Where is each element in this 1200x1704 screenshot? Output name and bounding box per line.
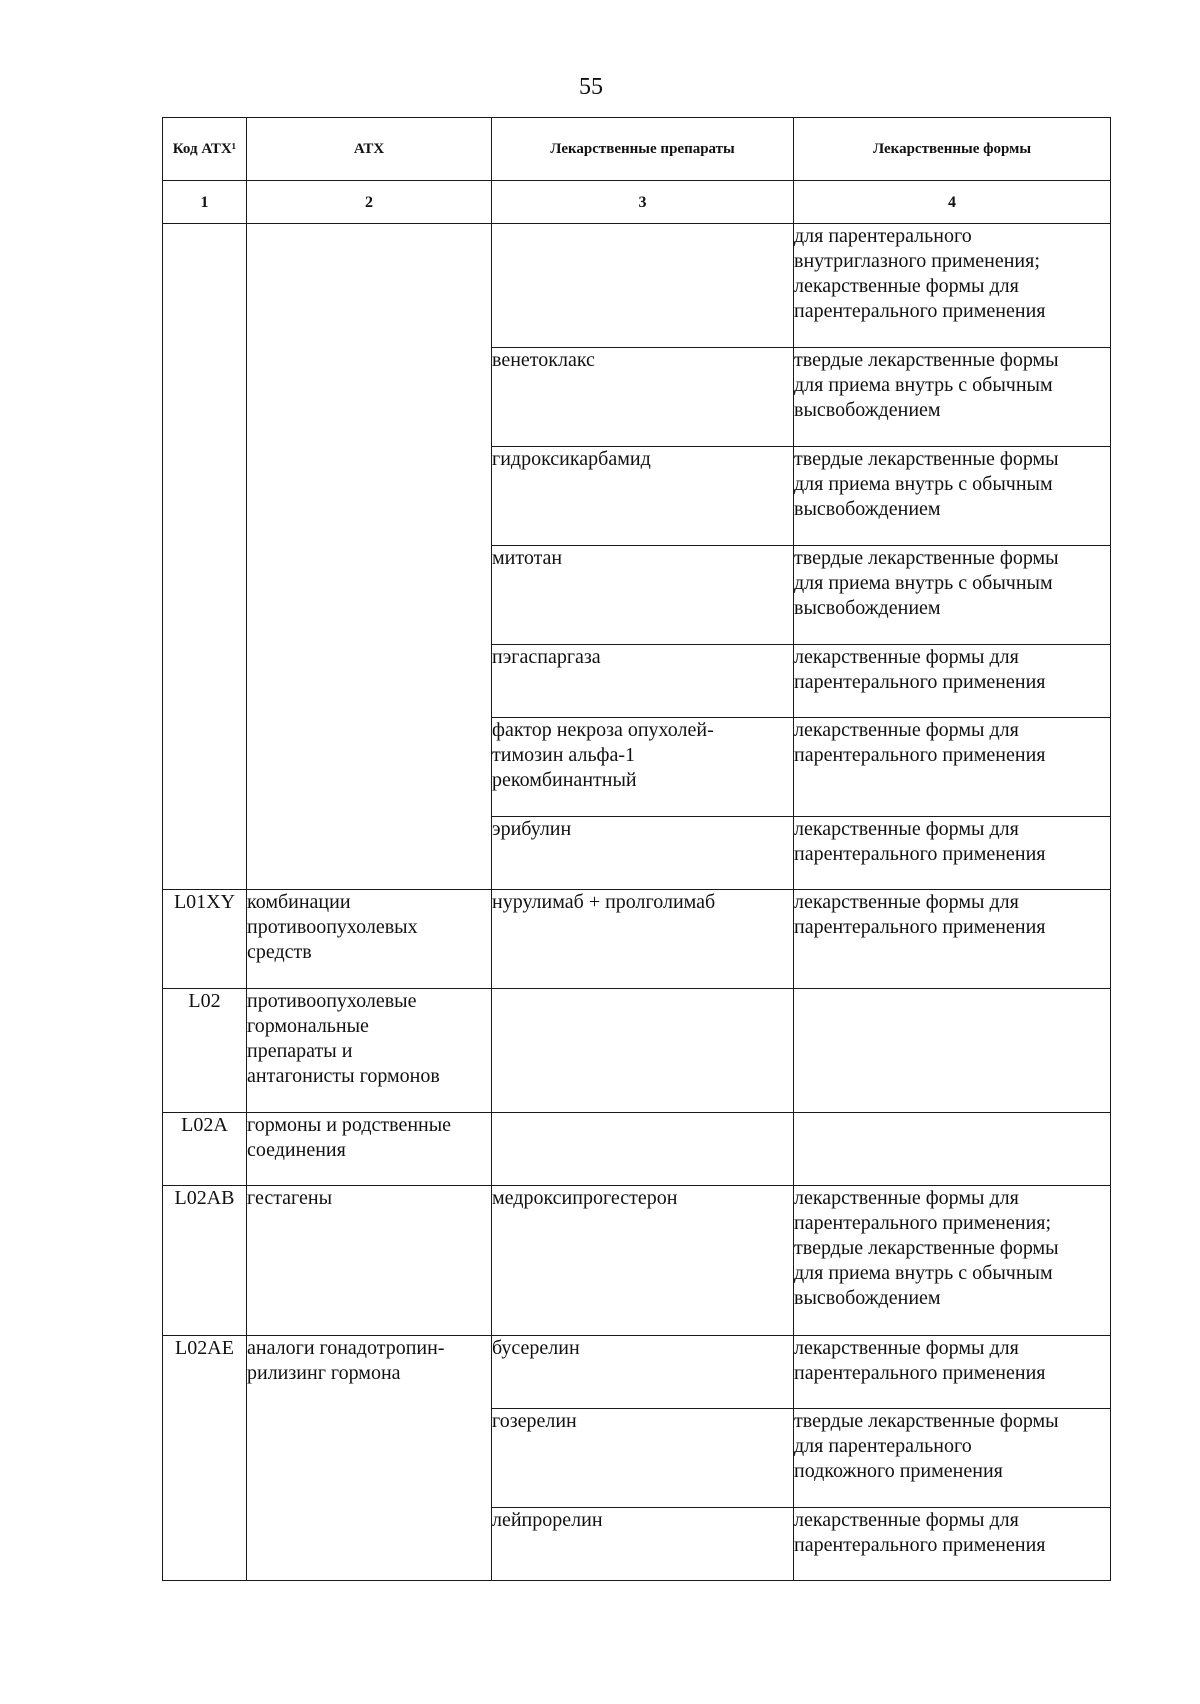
form-cell: лекарственные формы для парентерального применения: [794, 817, 1111, 890]
header-drugs: Лекарственные препараты: [492, 118, 794, 181]
form-cell: лекарственные формы для парентерального применения: [794, 718, 1111, 817]
table-row: [163, 890, 1111, 989]
header-forms: Лекарственные формы: [794, 118, 1111, 181]
page-number-text: 55: [579, 74, 603, 100]
table-row: [163, 1186, 1111, 1336]
atx-name-cell: гестагены: [247, 1186, 492, 1336]
header-atx: АТХ: [247, 118, 492, 181]
column-number: 3: [492, 181, 794, 224]
drug-cell: фактор некроза опухолей- тимозин альфа-1 рекомбинантный: [492, 718, 794, 817]
table-row: [163, 1336, 1111, 1409]
table-row: [163, 224, 1111, 348]
header-row: [163, 118, 1111, 181]
form-cell: [794, 1113, 1111, 1186]
column-number: 2: [247, 181, 492, 224]
atx-code-cell: L02AE: [163, 1336, 247, 1581]
atx-name-cell: противоопухолевые гормональные препараты и антагонисты гормонов: [247, 989, 492, 1113]
drug-cell: митотан: [492, 546, 794, 645]
form-cell: лекарственные формы для парентерального применения: [794, 1336, 1111, 1409]
column-number: 1: [163, 181, 247, 224]
table-row: [163, 989, 1111, 1113]
form-cell: твердые лекарственные формы для приема внутрь с обычным высвобождением: [794, 546, 1111, 645]
form-cell: для парентерального внутриглазного применения; лекарственные формы для парентерального применения: [794, 224, 1111, 348]
drug-cell: [492, 1113, 794, 1186]
atx-code-cell: L01XY: [163, 890, 247, 989]
form-cell: [794, 989, 1111, 1113]
form-cell: лекарственные формы для парентерального применения: [794, 890, 1111, 989]
column-number: 4: [794, 181, 1111, 224]
header-code: Код АТХ¹: [163, 118, 247, 181]
atx-name-cell: аналоги гонадотропин- рилизинг гормона: [247, 1336, 492, 1581]
atx-name-cell: гормоны и родственные соединения: [247, 1113, 492, 1186]
atx-table: [162, 117, 1111, 1581]
drug-cell: медроксипрогестерон: [492, 1186, 794, 1336]
form-cell: твердые лекарственные формы для приема внутрь с обычным высвобождением: [794, 348, 1111, 447]
form-cell: твердые лекарственные формы для парентерального подкожного применения: [794, 1409, 1111, 1508]
atx-code-cell: L02A: [163, 1113, 247, 1186]
form-cell: лекарственные формы для парентерального применения: [794, 1508, 1111, 1581]
drug-cell: нурулимаб + пролголимаб: [492, 890, 794, 989]
drug-cell: пэгаспаргаза: [492, 645, 794, 718]
drug-cell: венетоклакс: [492, 348, 794, 447]
atx-code-cell: L02AB: [163, 1186, 247, 1336]
drug-cell: лейпрорелин: [492, 1508, 794, 1581]
column-number-row: [163, 181, 1111, 224]
drug-cell: [492, 224, 794, 348]
atx-name-cell: [247, 224, 492, 890]
table-row: [163, 1113, 1111, 1186]
form-cell: твердые лекарственные формы для приема внутрь с обычным высвобождением: [794, 447, 1111, 546]
drug-cell: [492, 989, 794, 1113]
atx-code-cell: [163, 224, 247, 890]
atx-code-cell: L02: [163, 989, 247, 1113]
atx-name-cell: комбинации противоопухолевых средств: [247, 890, 492, 989]
drug-cell: гидроксикарбамид: [492, 447, 794, 546]
form-cell: лекарственные формы для парентерального применения; твердые лекарственные формы для приема внутрь с обычным высвобождением: [794, 1186, 1111, 1336]
form-cell: лекарственные формы для парентерального применения: [794, 645, 1111, 718]
page-number: [0, 74, 1200, 101]
drug-cell: бусерелин: [492, 1336, 794, 1409]
drug-cell: эрибулин: [492, 817, 794, 890]
drug-cell: гозерелин: [492, 1409, 794, 1508]
